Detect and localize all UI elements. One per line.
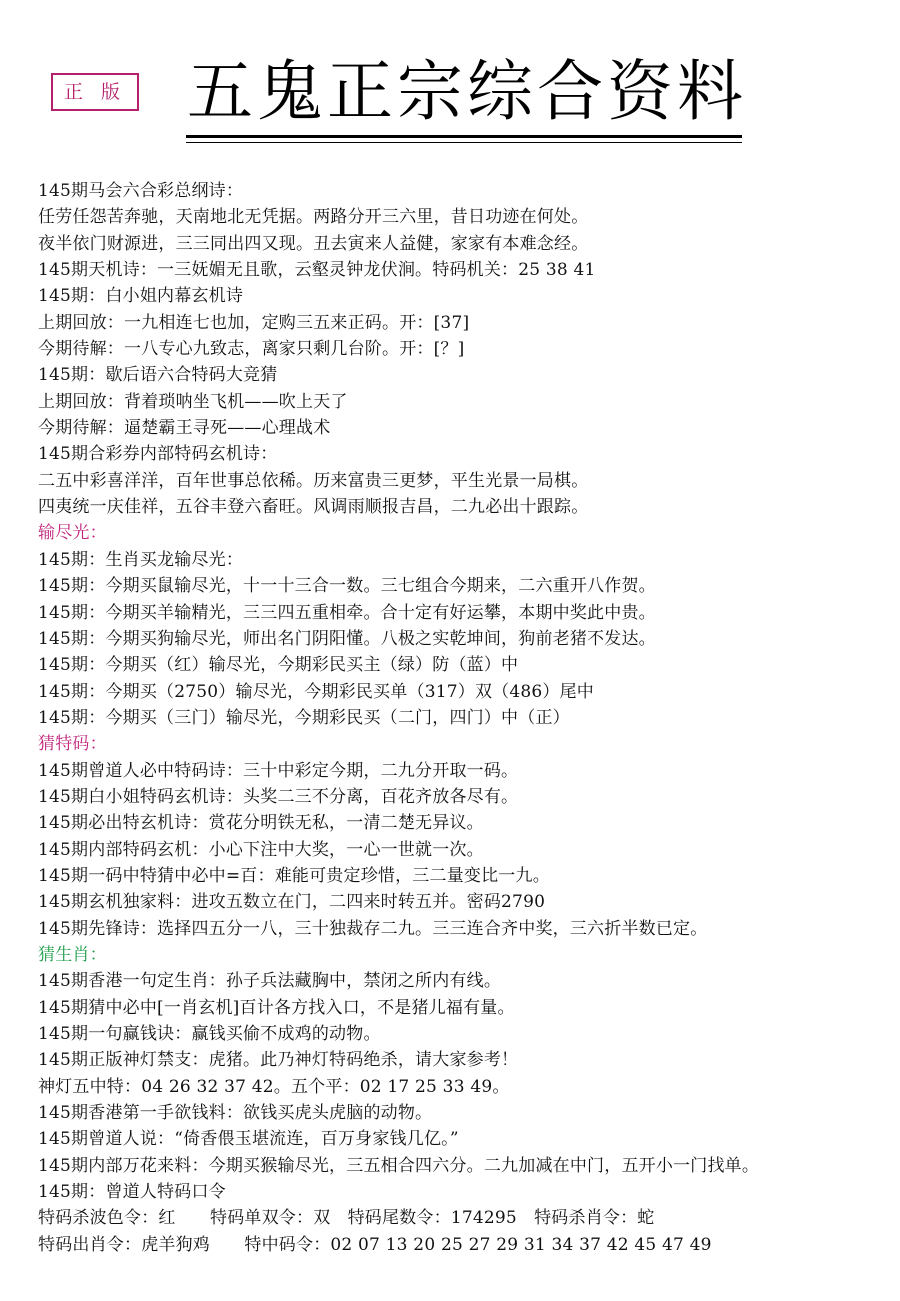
text-line: 145期曾道人必中特码诗：三十中彩定今期，二九分开取一码。 xyxy=(38,760,519,781)
text-line: 145期香港一句定生肖：孙子兵法藏胸中，禁闭之所内有线。 xyxy=(38,971,502,992)
text-line: 上期回放：一九相连七也加，定购三五来正码。开：[37] xyxy=(38,312,470,333)
text-line: 145期：今期买（2750）输尽光，今期彩民买单（317）双（486）尾中 xyxy=(38,681,595,702)
text-line: 145期一码中特猜中必中=百：难能可贵定珍惜，三二量变比一九。 xyxy=(38,865,550,886)
text-line: 145期白小姐特码玄机诗：头奖二三不分离，百花齐放各尽有。 xyxy=(38,786,519,807)
text-line: 145期：今期买鼠输尽光，十一十三合一数。三七组合今期来，二六重开八作贺。 xyxy=(38,576,656,597)
text-line: 145期曾道人说：“倚香偎玉堪流连，百万身家钱几亿。” xyxy=(38,1129,459,1150)
text-line: 神灯五中特：04 26 32 37 42。五个平：02 17 25 33 49。 xyxy=(38,1076,510,1097)
text-line: 145期内部万花来料：今期买猴输尽光，三五相合四六分。二九加减在中门，五开小一门找单。 xyxy=(38,1155,760,1176)
text-line: 任劳任怨苦奔驰，天南地北无凭据。两路分开三六里，昔日功迹在何处。 xyxy=(38,207,589,228)
text-line: 145期玄机独家料：进攻五数立在门，二四来时转五并。密码2790 xyxy=(38,892,546,913)
text-line: 145期内部特码玄机：小心下注中大奖，一心一世就一次。 xyxy=(38,839,484,860)
text-line: 145期：今期买（红）输尽光，今期彩民买主（绿）防（蓝）中 xyxy=(38,655,519,676)
text-line: 145期必出特玄机诗：赏花分明铁无私，一清二楚无异议。 xyxy=(38,813,484,834)
text-line: 145期：今期买羊输精光，三三四五重相牵。合十定有好运攀，本期中奖此中贵。 xyxy=(38,602,656,623)
text-line: 145期：白小姐内幕玄机诗 xyxy=(38,286,244,307)
text-line: 上期回放：背着琐呐坐飞机——吹上天了 xyxy=(38,391,348,412)
content-body xyxy=(38,178,893,1258)
text-line: 145期香港第一手欲钱料：欲钱买虎头虎脑的动物。 xyxy=(38,1103,433,1124)
section-heading: 猜生肖： xyxy=(38,944,107,965)
text-line: 145期正版神灯禁支：虎猪。此乃神灯特码绝杀，请大家参考！ xyxy=(38,1050,519,1071)
text-line: 今期待解：逼楚霸王寻死——心理战术 xyxy=(38,418,331,439)
text-line: 145期：生肖买龙输尽光： xyxy=(38,549,244,570)
text-line: 145期：今期买狗输尽光，师出名门阴阳懂。八极之实乾坤间，狗前老猪不发达。 xyxy=(38,628,656,649)
section-heading: 输尽光： xyxy=(38,523,107,544)
text-line: 145期一句赢钱诀：赢钱买偷不成鸡的动物。 xyxy=(38,1024,381,1044)
text-line: 145期天机诗：一三妩媚无且歌，云壑灵钟龙伏涧。特码机关：25 38 41 xyxy=(38,260,596,281)
text-line: 四夷统一庆佳祥，五谷丰登六畜旺。风调雨顺报吉昌，二九必出十跟踪。 xyxy=(38,497,589,518)
text-line: 夜半依门财源进，三三同出四又现。丑去寅来人益健，家家有本难念经。 xyxy=(38,233,589,254)
text-line: 145期合彩券内部特码玄机诗： xyxy=(38,444,278,465)
authentic-badge: 正 版 xyxy=(51,73,139,111)
text-line: 特码杀波色令：红 特码单双令：双 特码尾数令：174295 特码杀肖令：蛇 xyxy=(38,1208,655,1229)
title-underline-thin xyxy=(186,142,742,143)
text-line: 145期：今期买（三门）输尽光，今期彩民买（二门，四门）中（正） xyxy=(38,707,570,728)
text-line: 145期：曾道人特码口令 xyxy=(38,1182,226,1203)
text-line: 145期猜中必中[一肖玄机]百计各方找入口，不是猪儿福有量。 xyxy=(38,997,515,1018)
page-title: 五鬼正宗综合资料 xyxy=(187,53,747,130)
text-line: 145期马会六合彩总纲诗： xyxy=(38,181,244,201)
title-underline-thick xyxy=(186,135,742,138)
text-line: 今期待解：一八专心九致志，离家只剩几台阶。开：[？] xyxy=(38,339,465,360)
text-line: 145期：歇后语六合特码大竞猜 xyxy=(38,365,278,386)
text-line: 145期先锋诗：选择四五分一八，三十独裁存二九。三三连合齐中奖，三六折半数已定。 xyxy=(38,918,708,939)
text-line: 特码出肖令：虎羊狗鸡 特中码令：02 07 13 20 25 27 29 31 34 37 42 45 47 49 xyxy=(38,1234,712,1255)
text-line: 二五中彩喜洋洋，百年世事总依稀。历来富贵三更梦，平生光景一局棋。 xyxy=(38,470,589,491)
section-heading: 猜特码： xyxy=(38,734,107,755)
